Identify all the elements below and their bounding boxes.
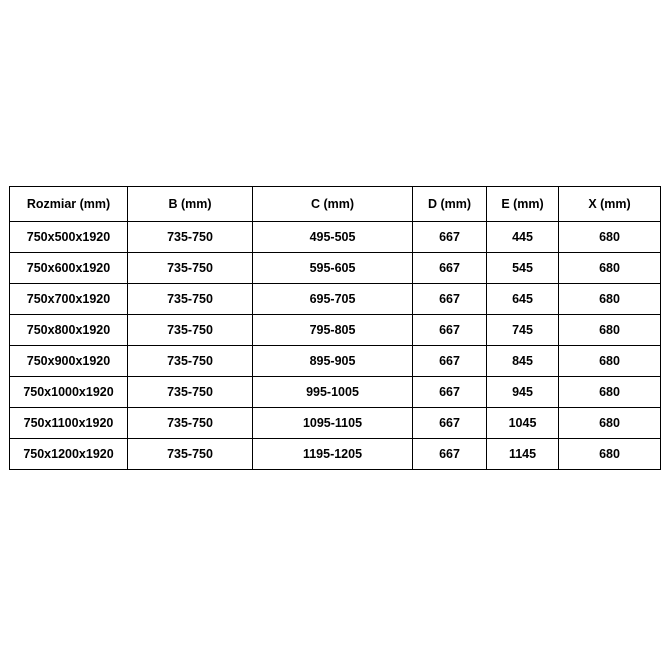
cell-rozmiar: 750x1200x1920 xyxy=(10,439,128,470)
cell-e: 845 xyxy=(487,346,559,377)
cell-rozmiar: 750x700x1920 xyxy=(10,284,128,315)
column-header-d: D (mm) xyxy=(413,187,487,222)
cell-d: 667 xyxy=(413,346,487,377)
table-header-row xyxy=(10,187,661,222)
cell-c: 495-505 xyxy=(253,222,413,253)
cell-b: 735-750 xyxy=(128,284,253,315)
cell-e: 645 xyxy=(487,284,559,315)
cell-c: 1195-1205 xyxy=(253,439,413,470)
cell-d: 667 xyxy=(413,439,487,470)
cell-c: 795-805 xyxy=(253,315,413,346)
cell-d: 667 xyxy=(413,315,487,346)
cell-c: 1095-1105 xyxy=(253,408,413,439)
cell-e: 445 xyxy=(487,222,559,253)
cell-c: 695-705 xyxy=(253,284,413,315)
cell-b: 735-750 xyxy=(128,439,253,470)
size-table xyxy=(9,186,661,470)
column-header-c: C (mm) xyxy=(253,187,413,222)
cell-b: 735-750 xyxy=(128,346,253,377)
size-table-container xyxy=(9,186,660,470)
cell-rozmiar: 750x600x1920 xyxy=(10,253,128,284)
cell-e: 545 xyxy=(487,253,559,284)
cell-e: 1045 xyxy=(487,408,559,439)
cell-rozmiar: 750x800x1920 xyxy=(10,315,128,346)
cell-rozmiar: 750x1000x1920 xyxy=(10,377,128,408)
cell-d: 667 xyxy=(413,222,487,253)
cell-b: 735-750 xyxy=(128,253,253,284)
cell-x: 680 xyxy=(559,284,661,315)
table-row xyxy=(10,377,661,408)
table-body xyxy=(10,222,661,470)
cell-x: 680 xyxy=(559,346,661,377)
cell-e: 745 xyxy=(487,315,559,346)
column-header-e: E (mm) xyxy=(487,187,559,222)
table-row xyxy=(10,408,661,439)
column-header-rozmiar: Rozmiar (mm) xyxy=(10,187,128,222)
cell-x: 680 xyxy=(559,377,661,408)
cell-b: 735-750 xyxy=(128,315,253,346)
table-row xyxy=(10,315,661,346)
table-row xyxy=(10,222,661,253)
cell-d: 667 xyxy=(413,408,487,439)
cell-b: 735-750 xyxy=(128,377,253,408)
table-row xyxy=(10,284,661,315)
cell-x: 680 xyxy=(559,315,661,346)
cell-rozmiar: 750x900x1920 xyxy=(10,346,128,377)
cell-e: 1145 xyxy=(487,439,559,470)
cell-x: 680 xyxy=(559,439,661,470)
cell-d: 667 xyxy=(413,253,487,284)
table-row xyxy=(10,439,661,470)
cell-x: 680 xyxy=(559,253,661,284)
cell-c: 895-905 xyxy=(253,346,413,377)
column-header-b: B (mm) xyxy=(128,187,253,222)
cell-c: 995-1005 xyxy=(253,377,413,408)
cell-x: 680 xyxy=(559,222,661,253)
cell-d: 667 xyxy=(413,284,487,315)
cell-rozmiar: 750x500x1920 xyxy=(10,222,128,253)
cell-d: 667 xyxy=(413,377,487,408)
cell-c: 595-605 xyxy=(253,253,413,284)
table-row xyxy=(10,253,661,284)
cell-x: 680 xyxy=(559,408,661,439)
cell-b: 735-750 xyxy=(128,408,253,439)
cell-rozmiar: 750x1100x1920 xyxy=(10,408,128,439)
cell-b: 735-750 xyxy=(128,222,253,253)
cell-e: 945 xyxy=(487,377,559,408)
table-row xyxy=(10,346,661,377)
column-header-x: X (mm) xyxy=(559,187,661,222)
table-header xyxy=(10,187,661,222)
